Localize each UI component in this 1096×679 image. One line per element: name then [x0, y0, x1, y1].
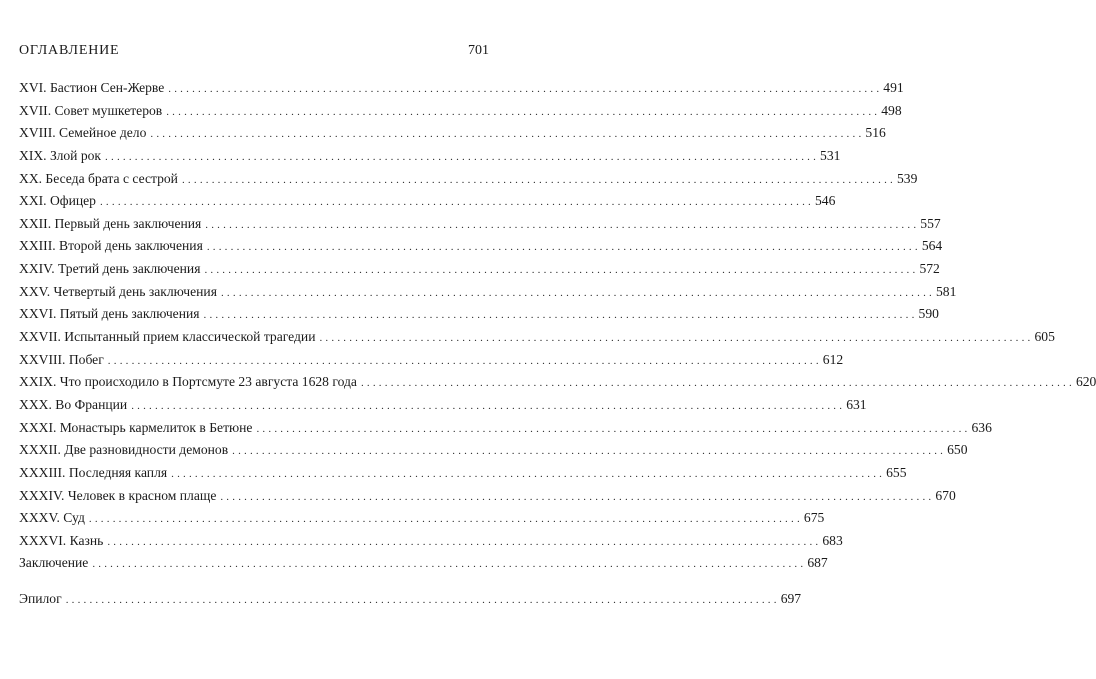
toc-entry-title: XXX. Во Франции	[19, 396, 128, 412]
toc-entry-xxiii	[19, 238, 943, 261]
dot-leader: ........................................................................................................................	[107, 354, 822, 367]
toc-entry-xxxi	[19, 419, 992, 443]
toc-entry-page: 498	[881, 102, 902, 118]
toc-entry-xxxv	[19, 510, 825, 533]
toc-entry-page: 539	[896, 170, 918, 186]
toc-entry-page: 650	[947, 442, 968, 458]
dot-leader: ........................................................................................................................	[203, 309, 918, 322]
dot-leader: ........................................................................................................................	[256, 422, 971, 435]
dot-leader: ........................................................................................................................	[205, 218, 920, 231]
dot-leader: ........................................................................................................................	[105, 150, 820, 163]
dot-leader: ........................................................................................................................	[92, 558, 807, 571]
toc-entry-xvi	[19, 80, 904, 103]
toc-entry-epilogue	[19, 591, 802, 614]
toc-entry-title: XXIII. Второй день заключения	[19, 238, 203, 254]
page-number: 701	[468, 43, 489, 58]
dot-leader: ........................................................................................................................	[88, 513, 803, 526]
toc-entry-xxi	[19, 193, 836, 216]
dot-leader: ........................................................................................................................	[171, 467, 886, 480]
toc-entry-page: 612	[822, 351, 844, 367]
toc-entry-xxvi	[19, 306, 939, 329]
toc-entry-title: Эпилог	[19, 591, 62, 607]
dot-leader: ........................................................................................................................	[206, 241, 921, 254]
dot-leader: ........................................................................................................................	[107, 535, 822, 548]
toc-entry-page: 636	[971, 419, 992, 435]
toc-entry-title: XXVI. Пятый день заключения	[19, 306, 200, 322]
toc-entry-title: XXII. Первый день заключения	[19, 215, 202, 231]
dot-leader: ........................................................................................................................	[319, 332, 1034, 345]
toc-entry-page: 620	[1075, 374, 1096, 390]
toc-entry-title: Заключение	[19, 555, 89, 571]
toc-entry-page: 564	[921, 238, 943, 254]
dot-leader: ........................................................................................................................	[220, 490, 935, 503]
dot-leader: ........................................................................................................................	[204, 264, 919, 277]
toc-entry-title: XXXIII. Последняя капля	[19, 464, 168, 480]
toc-entry-page: 683	[822, 532, 843, 548]
toc-entry-title: XXVII. Испытанный прием классической трагедии	[19, 329, 316, 345]
toc-entry-xx	[19, 170, 918, 194]
toc-entry-page: 516	[865, 125, 886, 141]
toc-entry-title: XXXV. Суд	[19, 510, 85, 526]
toc-entry-title: XVI. Бастион Сен-Жерве	[19, 80, 165, 95]
page-header	[19, 43, 489, 59]
toc-entry-xxx	[19, 396, 867, 420]
toc-entry-xix	[19, 147, 841, 171]
toc-entry-xxxiii	[19, 464, 907, 488]
toc-entry-title: XXXIV. Человек в красном плаще	[19, 487, 217, 503]
toc-entry-title: XIX. Злой рок	[19, 147, 102, 163]
toc-entry-xxxiv	[19, 487, 956, 511]
toc-entry-conclusion	[19, 555, 828, 578]
toc-entry-title: XVIII. Семейное дело	[19, 125, 147, 141]
table-of-contents	[19, 80, 1096, 614]
dot-leader: ........................................................................................................................	[360, 377, 1075, 390]
toc-entry-xxii	[19, 215, 941, 239]
toc-entry-page: 590	[918, 306, 939, 322]
toc-entry-xviii	[19, 125, 886, 148]
toc-entry-page: 572	[919, 261, 940, 277]
toc-entry-title: XVII. Совет мушкетеров	[19, 102, 163, 118]
toc-entry-xxv	[19, 283, 957, 307]
toc-entry-title: XXV. Четвертый день заключения	[19, 283, 217, 299]
dot-leader: ........................................................................................................................	[168, 83, 883, 95]
toc-entry-title: XXXII. Две разновидности демонов	[19, 442, 229, 458]
toc-entry-page: 655	[886, 464, 907, 480]
toc-entry-page: 675	[803, 510, 825, 526]
section-title: ОГЛАВЛЕНИЕ	[19, 43, 120, 58]
toc-entry-xxviii	[19, 351, 844, 375]
toc-entry-title: XXIV. Третий день заключения	[19, 261, 201, 277]
toc-entry-xxvii	[19, 329, 1055, 352]
dot-leader: ........................................................................................................................	[232, 445, 947, 458]
toc-entry-page: 557	[920, 215, 941, 231]
toc-entry-xxiv	[19, 261, 940, 284]
toc-entry-xxix	[19, 374, 1096, 397]
toc-entry-title: XX. Беседа брата с сестрой	[19, 170, 178, 186]
toc-entry-title: XXI. Офицер	[19, 193, 96, 209]
toc-entry-page: 631	[846, 396, 867, 412]
toc-entry-xxxii	[19, 442, 968, 465]
dot-leader: ........................................................................................................................	[166, 105, 881, 118]
dot-leader: ........................................................................................................................	[65, 594, 780, 607]
dot-leader: ........................................................................................................................	[150, 128, 865, 141]
dot-leader: ........................................................................................................................	[220, 286, 935, 299]
toc-entry-xxxvi	[19, 532, 843, 556]
toc-entry-page: 491	[883, 80, 904, 95]
toc-entry-xvii	[19, 102, 902, 126]
toc-entry-title: XXXI. Монастырь кармелиток в Бетюне	[19, 419, 253, 435]
toc-entry-page: 546	[814, 193, 836, 209]
toc-entry-page: 605	[1034, 329, 1055, 345]
dot-leader: ........................................................................................................................	[131, 399, 846, 412]
toc-entry-page: 687	[807, 555, 828, 571]
toc-entry-title: XXIX. Что происходило в Портсмуте 23 августа 1628 года	[19, 374, 357, 390]
dot-leader: ........................................................................................................................	[181, 173, 896, 186]
toc-entry-title: XXXVI. Казнь	[19, 532, 104, 548]
dot-leader: ........................................................................................................................	[99, 196, 814, 209]
toc-entry-page: 531	[820, 147, 841, 163]
toc-entry-page: 581	[935, 283, 957, 299]
toc-entry-page: 670	[935, 487, 956, 503]
toc-entry-page: 697	[780, 591, 802, 607]
toc-entry-title: XXVIII. Побег	[19, 351, 104, 367]
